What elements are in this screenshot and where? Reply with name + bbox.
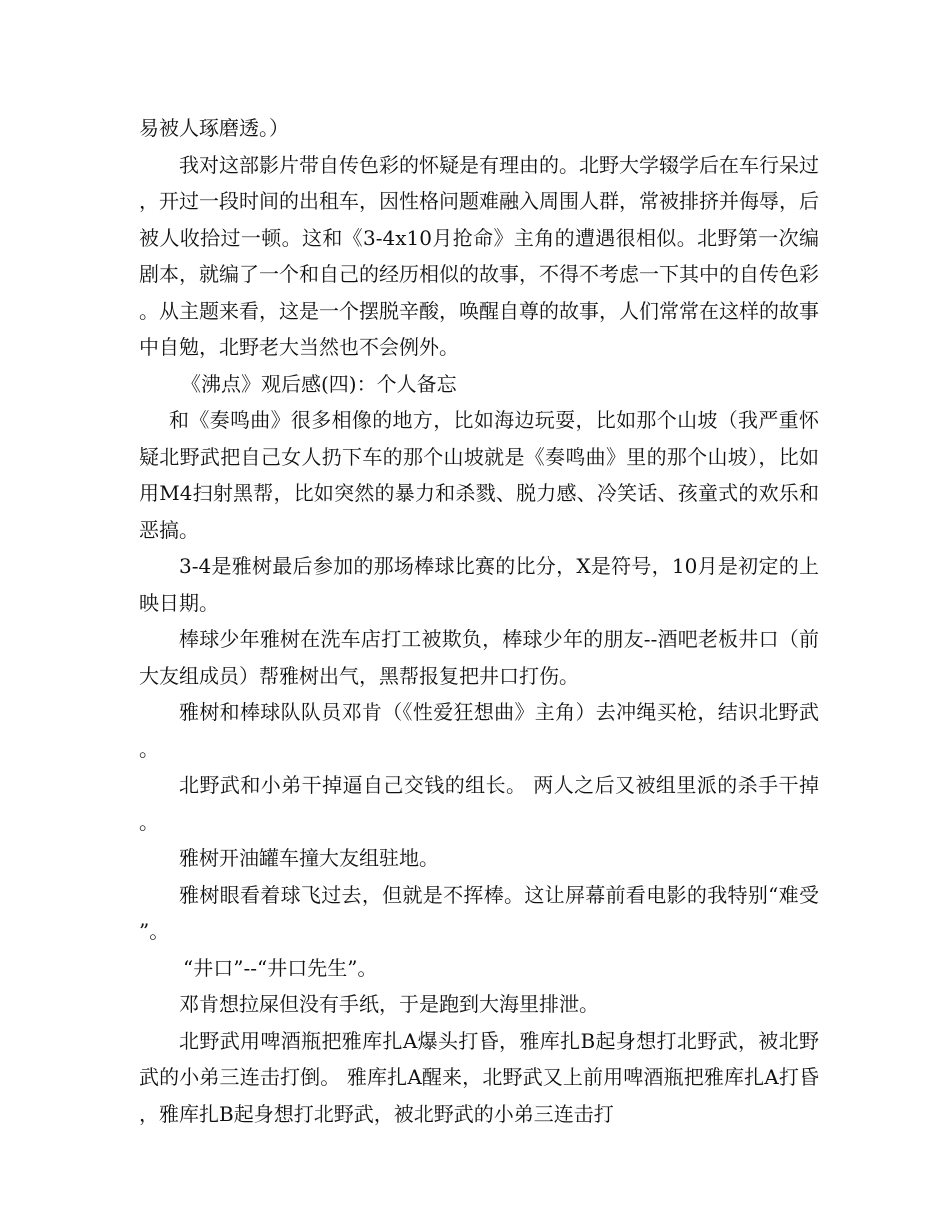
section-heading: 《沸点》观后感(四)：个人备忘	[181, 371, 457, 396]
paragraph-title-meaning: 3-4是雅树最后参加的那场棒球比赛的比分，X是符号，10月是初定的上映日期。	[139, 554, 819, 615]
paragraph-note-1: 雅树眼看着球飞过去，但就是不挥棒。这让屏幕前看电影的我特别“难受”。	[139, 882, 819, 943]
document-body	[139, 110, 819, 1132]
paragraph-note-4: 北野武用啤酒瓶把雅库扎A爆头打昏，雅库扎B起身想打北野武，被北野武的小弟三连击打倒。 雅库扎A醒来，北野武又上前用啤酒瓶把雅库扎A打昏，雅库扎B起身想打北野武，被北野武的小弟三连击打	[139, 1028, 819, 1126]
paragraph-continuation: 易被人琢磨透。）	[139, 116, 289, 140]
paragraph-plot-2: 雅树和棒球队队员邓肯（《性爱狂想曲》主角）去冲绳买枪，结识北野武。	[139, 700, 819, 761]
paragraph-sonatine-comparison: 和《奏鸣曲》很多相像的地方，比如海边玩耍，比如那个山坡（我严重怀疑北野武把自己女人扔下车的那个山坡就是《奏鸣曲》里的那个山坡），比如用M4扫射黑帮，比如突然的暴力和杀戮、脱力感、冷笑话、孩童式的欢乐和恶搞。	[139, 408, 819, 542]
paragraph-plot-4: 雅树开油罐车撞大友组驻地。	[179, 846, 439, 870]
paragraph-autobiography: 我对这部影片带自传色彩的怀疑是有理由的。北野大学辍学后在车行呆过，开过一段时间的出租车，因性格问题难融入周围人群，常被排挤并侮辱，后被人收拾过一顿。这和《3-4x10月抢命》主角的遭遇很相似。北野第一次编剧本，就编了一个和自己的经历相似的故事，不得不考虑一下其中的自传色彩。从主题来看，这是一个摆脱辛酸，唤醒自尊的故事，人们常常在这样的故事中自勉，北野老大当然也不会例外。	[139, 152, 819, 359]
paragraph-note-3: 邓肯想拉屎但没有手纸，于是跑到大海里排泄。	[179, 992, 599, 1016]
paragraph-plot-1: 棒球少年雅树在洗车店打工被欺负，棒球少年的朋友--酒吧老板井口（前大友组成员）帮雅树出气，黑帮报复把井口打伤。	[139, 627, 819, 688]
paragraph-plot-3: 北野武和小弟干掉逼自己交钱的组长。 两人之后又被组里派的杀手干掉。	[139, 773, 819, 834]
paragraph-note-2: “井口”--“井口先生”。	[183, 955, 378, 980]
